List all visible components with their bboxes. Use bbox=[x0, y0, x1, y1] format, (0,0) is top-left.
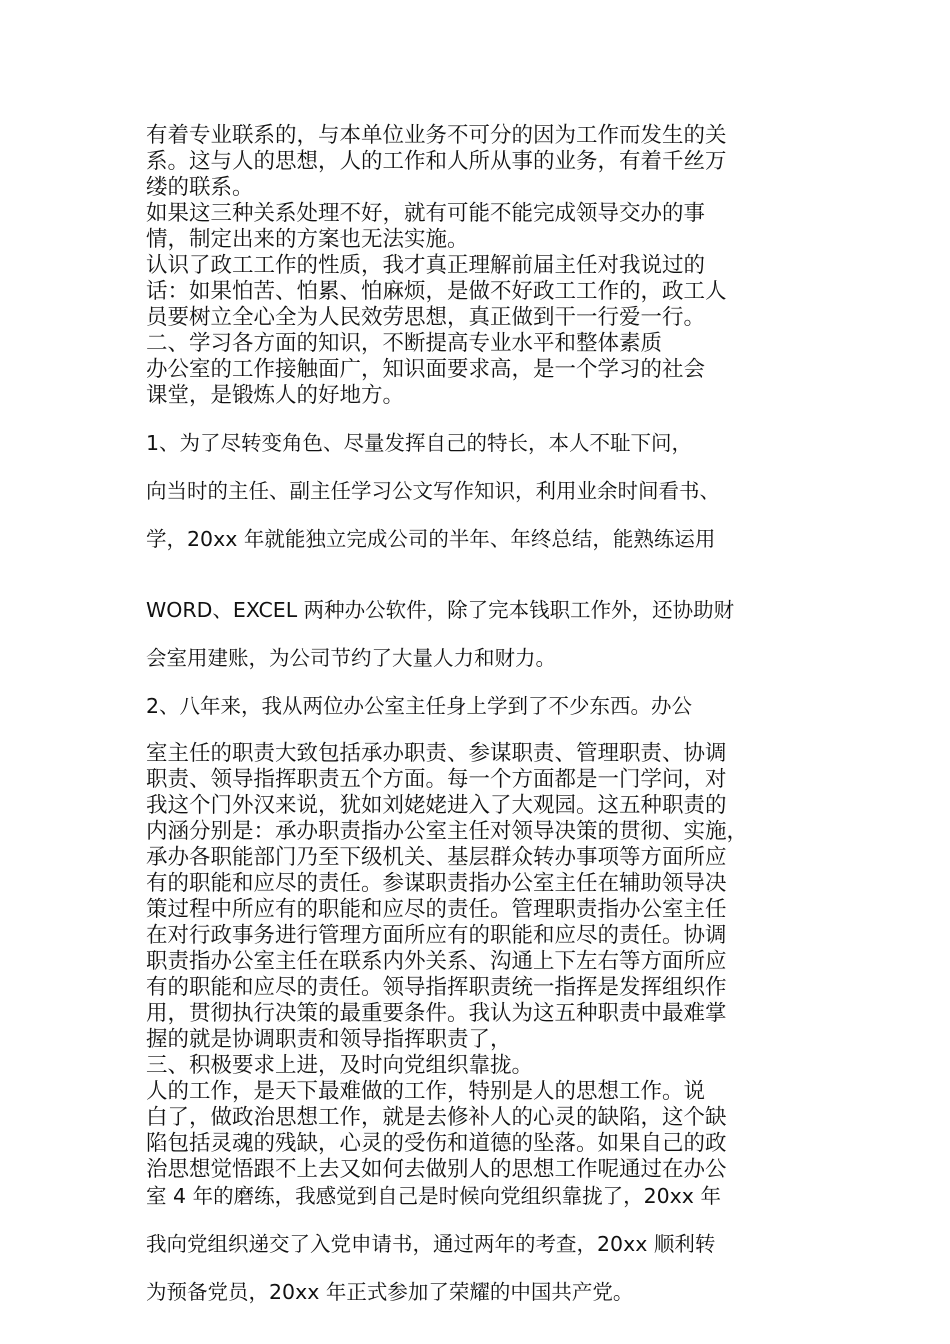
text-line: 1、为了尽转变角色、尽量发挥自己的特长，本人不耻下问， bbox=[146, 431, 693, 455]
text-line: 策过程中所应有的职能和应尽的责任。管理职责指办公室主任 bbox=[146, 897, 727, 922]
text-line: 有着专业联系的，与本单位业务不可分的因为工作而发生的关 bbox=[146, 123, 727, 148]
text-line: 白了，做政治思想工作，就是去修补人的心灵的缺陷，这个缺 bbox=[146, 1105, 727, 1130]
text-line: 职责指办公室主任在联系内外关系、沟通上下左右等方面所应 bbox=[146, 949, 727, 974]
text-line: 职责、领导指挥职责五个方面。每一个方面都是一门学问，对 bbox=[146, 767, 727, 792]
text-line: 有的职能和应尽的责任。参谋职责指办公室主任在辅助领导决 bbox=[146, 871, 727, 896]
text-line: 我向党组织递交了入党申请书，通过两年的考查，20xx 顺利转 bbox=[146, 1232, 716, 1256]
text-line: 2、八年来，我从两位办公室主任身上学到了不少东西。办公 bbox=[146, 694, 693, 718]
text-line: 话：如果怕苦、怕累、怕麻烦，是做不好政工工作的，政工人 bbox=[146, 279, 727, 304]
text-line: 握的就是协调职责和领导指挥职责了， bbox=[146, 1027, 512, 1052]
text-line: 为预备党员，20xx 年正式参加了荣耀的中国共产党。 bbox=[146, 1280, 634, 1304]
text-line: 内涵分别是：承办职责指办公室主任对领导决策的贯彻、实施， bbox=[146, 819, 749, 844]
text-line: 向当时的主任、副主任学习公文写作知识，利用业余时间看书、 bbox=[146, 479, 720, 503]
text-line: 人的工作，是天下最难做的工作，特别是人的思想工作。说 bbox=[146, 1079, 706, 1104]
text-line: 课堂，是锻炼人的好地方。 bbox=[146, 383, 405, 408]
text-line: 我这个门外汉来说，犹如刘姥姥进入了大观园。这五种职责的 bbox=[146, 793, 727, 818]
text-line: 室 4 年的磨练，我感觉到自己是时候向党组织靠拢了，20xx 年 bbox=[146, 1184, 721, 1208]
text-line: 系。这与人的思想，人的工作和人所从事的业务，有着千丝万 bbox=[146, 149, 727, 174]
text-line: 情，制定出来的方案也无法实施。 bbox=[146, 227, 469, 252]
text-line: 办公室的工作接触面广，知识面要求高，是一个学习的社会 bbox=[146, 357, 706, 382]
text-line: 室主任的职责大致包括承办职责、参谋职责、管理职责、协调 bbox=[146, 741, 727, 766]
section-heading: 二、学习各方面的知识，不断提高专业水平和整体素质 bbox=[146, 331, 663, 356]
text-line: 学，20xx 年就能独立完成公司的半年、年终总结，能熟练运用 bbox=[146, 527, 716, 551]
section-heading: 三、积极要求上进，及时向党组织靠拢。 bbox=[146, 1053, 534, 1078]
text-line: 缕的联系。 bbox=[146, 175, 254, 200]
text-line: 有的职能和应尽的责任。领导指挥职责统一指挥是发挥组织作 bbox=[146, 975, 727, 1000]
text-line: 陷包括灵魂的残缺，心灵的受伤和道德的坠落。如果自己的政 bbox=[146, 1131, 727, 1156]
text-line: 会室用建账，为公司节约了大量人力和财力。 bbox=[146, 646, 556, 670]
text-line: 如果这三种关系处理不好，就有可能不能完成领导交办的事 bbox=[146, 201, 706, 226]
text-line: 员要树立全心全为人民效劳思想，真正做到干一行爱一行。 bbox=[146, 305, 706, 330]
text-line: 在对行政事务进行管理方面所应有的职能和应尽的责任。协调 bbox=[146, 923, 727, 948]
text-line: WORD、EXCEL 两种办公软件，除了完本钱职工作外，还协助财 bbox=[146, 598, 735, 622]
text-line: 用，贯彻执行决策的最重要条件。我认为这五种职责中最难掌 bbox=[146, 1001, 727, 1026]
text-line: 治思想觉悟跟不上去又如何去做别人的思想工作呢通过在办公 bbox=[146, 1157, 727, 1182]
text-line: 承办各职能部门乃至下级机关、基层群众转办事项等方面所应 bbox=[146, 845, 727, 870]
text-line: 认识了政工工作的性质，我才真正理解前届主任对我说过的 bbox=[146, 253, 706, 278]
